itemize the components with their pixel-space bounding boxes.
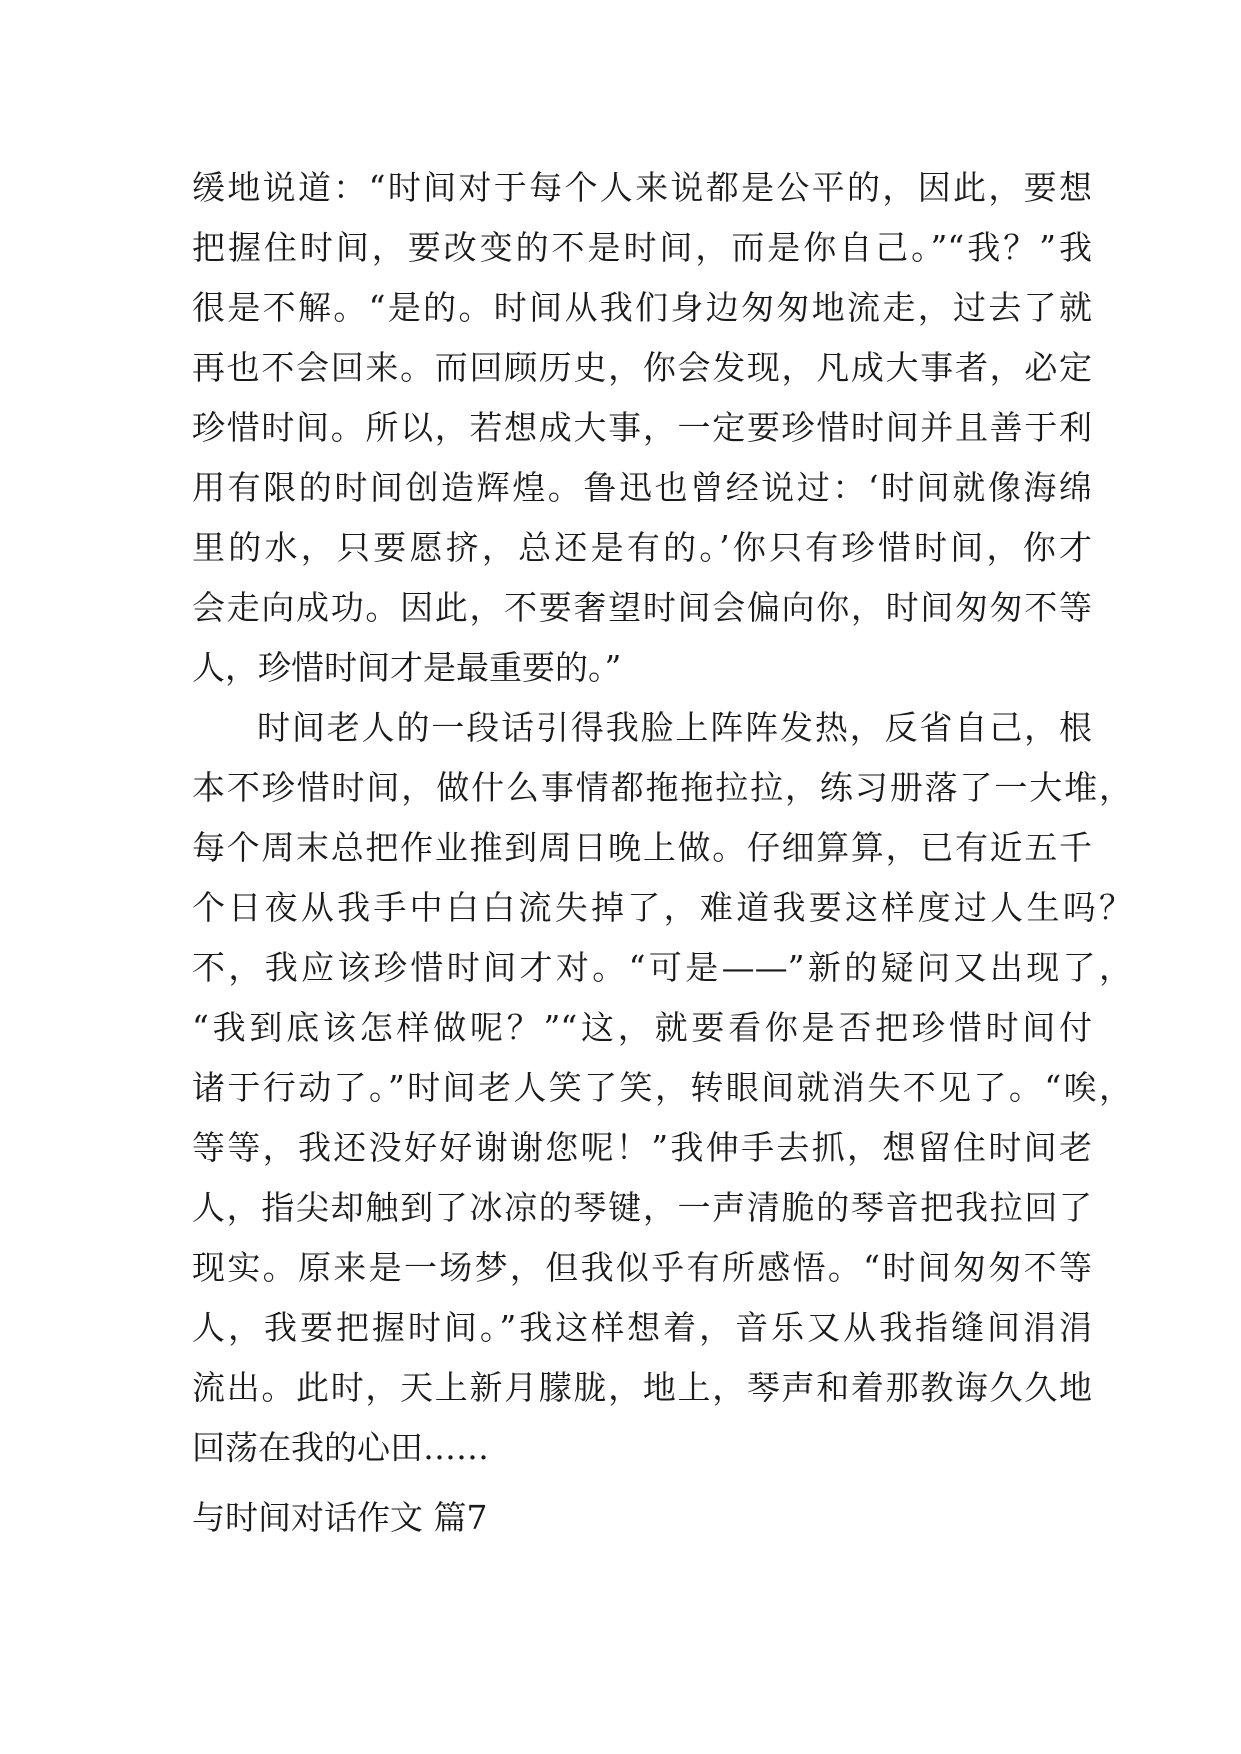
text-line: 人，我要把握时间。”我这样想着，音乐又从我指缝间涓涓 [192,1308,1092,1347]
text-line: 里的水，只要愿挤，总还是有的。’你只有珍惜时间，你才 [192,528,1092,567]
text-line: 珍惜时间。所以，若想成大事，一定要珍惜时间并且善于利 [192,408,1092,447]
text-line: 流出。此时，天上新月朦胧，地上，琴声和着那教诲久久地 [192,1368,1092,1407]
text-line: 人，指尖却触到了冰凉的琴键，一声清脆的琴音把我拉回了 [192,1188,1092,1227]
text-line: 把握住时间，要改变的不是时间，而是你自己。”“我？”我 [192,228,1092,267]
text-line: 人，珍惜时间才是最重要的。” [192,648,622,687]
text-line: 用有限的时间创造辉煌。鲁迅也曾经说过：‘时间就像海绵 [192,468,1092,507]
text-line: 现实。原来是一场梦，但我似乎有所感悟。“时间匆匆不等 [192,1248,1092,1287]
text-line: 等等，我还没好好谢谢您呢！”我伸手去抓，想留住时间老 [192,1128,1092,1167]
text-line: 个日夜从我手中白白流失掉了，难道我要这样度过人生吗？ [192,888,1132,927]
text-line: 很是不解。“是的。时间从我们身边匆匆地流走，过去了就 [192,288,1092,327]
text-line: “我到底该怎样做呢？”“这，就要看你是否把珍惜时间付 [192,1008,1092,1047]
text-line: 诸于行动了。”时间老人笑了笑，转眼间就消失不见了。“唉， [192,1068,1132,1107]
text-line: 再也不会回来。而回顾历史，你会发现，凡成大事者，必定 [192,348,1092,387]
section-heading: 与时间对话作文 篇7 [192,1498,488,1537]
text-line: 回荡在我的心田…… [192,1428,489,1467]
text-line: 不，我应该珍惜时间才对。“可是——”新的疑问又出现了， [192,948,1132,987]
text-line: 时间老人的一段话引得我脸上阵阵发热，反省自己，根 [257,708,1092,747]
text-line: 缓地说道：“时间对于每个人来说都是公平的，因此，要想 [192,168,1092,207]
text-line: 本不珍惜时间，做什么事情都拖拖拉拉，练习册落了一大堆， [192,768,1132,807]
text-line: 会走向成功。因此，不要奢望时间会偏向你，时间匆匆不等 [192,588,1092,627]
text-line: 每个周末总把作业推到周日晚上做。仔细算算，已有近五千 [192,828,1092,867]
